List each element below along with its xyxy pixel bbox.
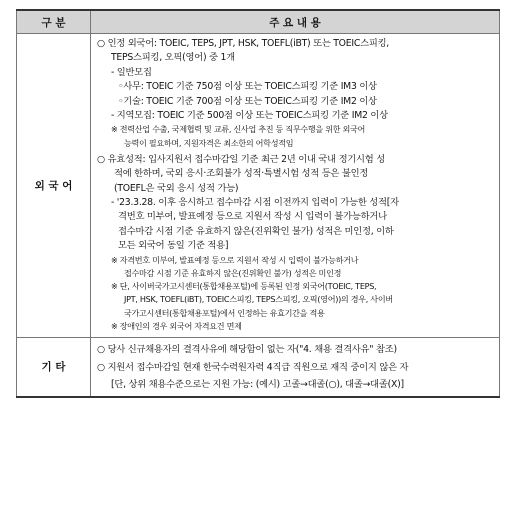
etc-line: ○ 지원서 접수마감일 현재 한국수력원자력 4직급 직원으로 재직 중이지 않은 자 — [97, 361, 409, 373]
language-line: 격번호 미부여, 발표예정 등으로 지원서 작성 시 입력이 불가능하거나 — [118, 211, 387, 223]
language-line: - '23.3.28. 이후 응시하고 접수마감 시점 이전까지 입력이 가능한 성적[자 — [111, 197, 399, 209]
language-line: TEPS스피킹, 오픽(영어) 중 1개 — [111, 52, 235, 64]
row-label-etc: 기 타 — [17, 337, 91, 397]
language-note: ※ 전력산업 수출, 국제협력 및 교류, 신사업 추진 등 직무수행을 위한 외국어 — [111, 124, 366, 135]
table-row-language — [17, 34, 500, 338]
etc-line: ○ 당사 신규채용자의 결격사유에 해당함이 없는 자("4. 채용 결격사유" 참조) — [97, 343, 397, 355]
language-note: 국가고시센터(통합채용포털)에서 인정하는 유효기간을 적용 — [124, 307, 325, 318]
language-line: 적에 한하며, 국외 응시·조회불가 성적·특별시험 성적 등은 불인정 — [114, 168, 369, 180]
row-content-language — [91, 34, 500, 338]
language-note: ※ 장애인의 경우 외국어 자격요건 면제 — [111, 320, 242, 331]
language-line: ○ 유효성적: 입사지원서 접수마감일 기준 최근 2년 이내 국내 정기시험 성 — [97, 153, 385, 165]
language-line: ◦기술: TOEIC 기준 700점 이상 또는 TOEIC스피킹 기준 IM2 이상 — [118, 95, 377, 107]
language-line: 접수마감 시점 기준 유효하지 않은(진위확인 불가) 성적은 미인정, 이하 — [118, 225, 394, 237]
table-row-etc — [17, 337, 500, 397]
row-label-language: 외 국 어 — [17, 34, 91, 338]
language-line: ○ 인정 외국어: TOEIC, TEPS, JPT, HSK, TOEFL(iBT) 또는 TOEIC스피킹, — [97, 38, 390, 49]
language-line: - 일반모집 — [111, 66, 152, 78]
language-note: ※ 단, 사이버국가고시센터(통합채용포털)에 등록된 인정 외국어(TOEIC, TEPS, — [111, 281, 377, 292]
row-content-etc — [91, 337, 500, 397]
language-line: ◦사무: TOEIC 기준 750점 이상 또는 TOEIC스피킹 기준 IM3 이상 — [118, 81, 377, 93]
language-line: (TOEFL은 국외 응시 성적 가능) — [114, 182, 239, 194]
language-note: 능력이 필요하며, 지원자격은 최소한의 어학성적임 — [124, 137, 294, 148]
language-note: ※ 자격번호 미부여, 발표예정 등으로 지원서 작성 시 입력이 불가능하거나 — [111, 254, 359, 265]
language-line: - 지역모집: TOEIC 기준 500점 이상 또는 TOEIC스피킹 기준 IM2 이상 — [111, 110, 388, 122]
language-note: 접수마감 시점 기준 유효하지 않은(진위확인 불가) 성적은 미인정 — [124, 267, 342, 278]
header-category: 구 분 — [17, 10, 91, 34]
etc-line: [단, 상위 채용수준으로는 지원 가능: (예시) 고졸→대졸(○), 대졸→대졸(X)] — [111, 378, 404, 390]
requirements-table — [16, 9, 500, 398]
header-content: 주 요 내 용 — [91, 10, 500, 34]
table-header-row — [17, 10, 500, 34]
language-note: JPT, HSK, TOEFL(iBT), TOEIC스피킹, TEPS스피킹, 오픽(영어))의 경우, 사이버 — [124, 294, 393, 305]
language-line: 모든 외국어 동일 기준 적용] — [118, 240, 229, 252]
